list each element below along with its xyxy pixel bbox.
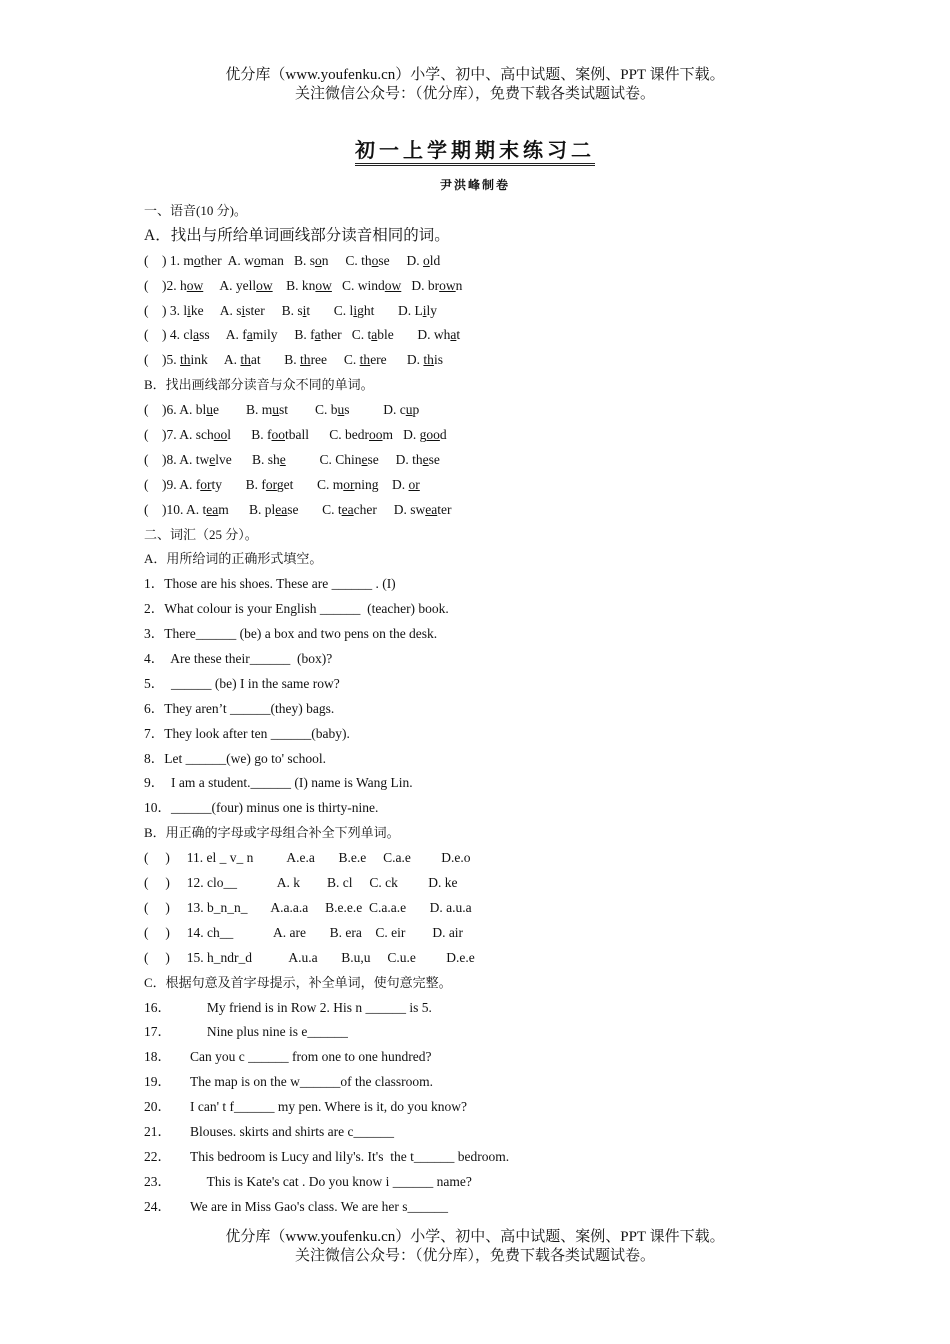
- question-item: [144, 448, 864, 473]
- question-item: 4． Are these their______ (box)?: [144, 651, 333, 667]
- footer-line-2: 关注微信公众号：（优分库），免费下载各类试题试卷。: [294, 1248, 655, 1264]
- question-text: ( ) 3. l: [144, 302, 188, 318]
- section-2b-items: [144, 846, 864, 970]
- underlined-letters: a: [193, 327, 200, 343]
- question-text: ere D.: [370, 352, 424, 368]
- underlined-letters: ea: [206, 501, 219, 517]
- underlined-letters: i: [187, 302, 191, 318]
- question-text: l B. f: [227, 427, 272, 443]
- question-number: 23．: [144, 1173, 171, 1189]
- underlined-letters: or: [200, 476, 212, 492]
- question-text: We are in Miss Gao's class. We are her s______: [190, 1198, 448, 1214]
- question-text: m B. pl: [218, 501, 276, 517]
- question-text: t C. l: [306, 302, 354, 318]
- underlined-letters: a: [246, 327, 253, 343]
- underlined-letters: th: [359, 352, 371, 368]
- underlined-letters: ea: [341, 501, 354, 517]
- underlined-letters: u: [405, 402, 413, 418]
- underlined-letters: i: [241, 302, 246, 318]
- page-footer: [0, 1228, 950, 1266]
- question-text: d: [439, 427, 447, 443]
- question-item: [144, 1195, 864, 1220]
- question-text: ble D. wh: [377, 327, 451, 343]
- question-item: [144, 274, 864, 299]
- question-text: ther A. w: [200, 252, 254, 268]
- question-item: 9． I am a student.______ (I) name is Wang Lin.: [144, 775, 413, 791]
- underlined-letters: th: [240, 352, 251, 368]
- question-number: 20．: [144, 1099, 171, 1115]
- question-text: tball C. bedr: [285, 427, 370, 443]
- question-text: st C. b: [279, 402, 338, 418]
- question-text: se C. t: [287, 501, 342, 517]
- underlined-letters: u: [272, 402, 279, 418]
- question-item: [144, 398, 864, 423]
- underlined-letters: a: [371, 327, 378, 343]
- question-item: [144, 1045, 864, 1070]
- question-text: A. yell: [203, 277, 257, 293]
- question-item: 6．They aren’t ______(they) bags.: [144, 700, 335, 716]
- footer-line-1: 优分库（www.youfenku.cn）小学、初中、高中试题、案例、PPT 课件下载。: [225, 1229, 725, 1245]
- question-text: D. br: [401, 277, 440, 293]
- question-text: ( )10. A. t: [144, 501, 207, 517]
- question-item: 2．What colour is your English ______ (teacher) book.: [144, 601, 449, 617]
- question-text: lve B. sh: [215, 451, 280, 467]
- question-text: ( )6. A. bl: [144, 402, 207, 418]
- question-text: C. Chin: [285, 451, 362, 467]
- underlined-letters: th: [423, 352, 434, 368]
- section-2a-heading: A．用所给词的正确形式填空。: [144, 551, 323, 567]
- question-item: [144, 1145, 864, 1170]
- question-item: 7．They look after ten ______(baby).: [144, 725, 350, 741]
- underlined-letters: oo: [213, 427, 228, 443]
- question-item: [144, 323, 864, 348]
- page-title-text: 初一上学期期末练习二: [355, 138, 595, 166]
- question-item: [144, 1095, 864, 1120]
- question-item: [144, 498, 864, 523]
- question-text: s D. c: [344, 402, 406, 418]
- section-1b-heading: B．找出画线部分读音与众不同的单词。: [144, 377, 374, 393]
- underlined-letters: ea: [425, 501, 438, 517]
- section-2a-items: [144, 572, 864, 821]
- header-line-2: 关注微信公众号：（优分库），免费下载各类试题试卷。: [294, 86, 655, 102]
- section-2b-heading: B．用正确的字母或字母组合补全下列单词。: [144, 825, 400, 841]
- question-text: ke A. s: [190, 302, 242, 318]
- question-text: ter: [437, 501, 452, 517]
- question-item: [144, 473, 864, 498]
- question-item: [144, 348, 864, 373]
- question-text: I can' t f______ my pen. Where is it, do you know?: [190, 1099, 468, 1115]
- question-text: m D. g: [382, 427, 427, 443]
- question-item: ( ) 15. h_ndr_d A.u.a B.u,u C.u.e D.e.e: [144, 949, 475, 965]
- question-text: ld: [429, 252, 441, 268]
- underlined-letters: ea: [275, 501, 288, 517]
- question-item: [144, 249, 864, 274]
- question-number: 19．: [144, 1074, 171, 1090]
- question-text: My friend is in Row 2. His n ______ is 5.: [190, 999, 432, 1015]
- underlined-letters: o: [193, 252, 201, 268]
- section-2c-items: [144, 996, 864, 1220]
- author-line: 尹洪峰制卷: [439, 178, 510, 192]
- underlined-letters: e: [361, 451, 368, 467]
- underlined-letters: a: [450, 327, 457, 343]
- underlined-letters: ow: [384, 277, 402, 293]
- question-text: This is Kate's cat . Do you know i ______ name?: [190, 1173, 472, 1189]
- question-item: [144, 423, 864, 448]
- underlined-letters: i: [302, 302, 307, 318]
- page-header: [0, 66, 950, 104]
- question-item: ( ) 12. clo__ A. k B. cl C. ck D. ke: [144, 875, 458, 891]
- underlined-letters: e: [209, 451, 216, 467]
- underlined-letters: or: [265, 476, 277, 492]
- question-text: ( )9. A. f: [144, 476, 201, 492]
- question-number: 18．: [144, 1049, 171, 1065]
- question-text: get C. m: [276, 476, 344, 492]
- page-title: [0, 134, 950, 163]
- question-item: ( ) 14. ch__ A. are B. era C. eir D. air: [144, 924, 464, 940]
- question-text: B. kn: [272, 277, 316, 293]
- underlined-letters: oo: [426, 427, 440, 443]
- question-text: ( )7. A. sch: [144, 427, 214, 443]
- underlined-letters: oo: [271, 427, 286, 443]
- section-2-heading: 二、词汇（25 分）。: [144, 526, 258, 542]
- question-number: 22．: [144, 1148, 171, 1164]
- question-text: se: [428, 451, 440, 467]
- underlined-letters: o: [423, 252, 430, 268]
- question-text: ree C.: [310, 352, 360, 368]
- question-item: [144, 996, 864, 1021]
- question-text: ght D. L: [357, 302, 423, 318]
- question-text: Blouses. skirts and shirts are c______: [190, 1123, 394, 1139]
- underlined-letters: a: [314, 327, 321, 343]
- question-number: 16．: [144, 999, 171, 1015]
- underlined-letters: o: [253, 252, 261, 268]
- question-item: [144, 1170, 864, 1195]
- question-text: e B. m: [213, 402, 273, 418]
- question-text: ( ) 1. m: [144, 252, 194, 268]
- question-text: n C. th: [321, 252, 372, 268]
- question-text: This bedroom is Lucy and lily's. It's the t______ bedroom.: [190, 1148, 510, 1164]
- question-text: se D. th: [367, 451, 423, 467]
- question-item: ( ) 13. b_n_n_ A.a.a.a B.e.e.e C.a.a.e D. a.u.a: [144, 899, 472, 915]
- underlined-letters: o: [315, 252, 322, 268]
- header-line-1: 优分库（www.youfenku.cn）小学、初中、高中试题、案例、PPT 课件下载。: [225, 67, 725, 83]
- question-text: ster B. s: [245, 302, 303, 318]
- underlined-letters: th: [180, 352, 191, 368]
- question-text: cher D. sw: [353, 501, 426, 517]
- question-item: 1．Those are his shoes. These are ______ . (I): [144, 576, 396, 592]
- question-text: ( ) 4. cl: [144, 327, 194, 343]
- underlined-letters: ow: [315, 277, 332, 293]
- question-item: 3．There______ (be) a box and two pens on the desk.: [144, 626, 438, 642]
- question-item: 10．______(four) minus one is thirty-nine.: [144, 800, 379, 816]
- question-text: mily B. f: [252, 327, 315, 343]
- question-text: Nine plus nine is e______: [190, 1024, 348, 1040]
- question-number: 21．: [144, 1123, 171, 1139]
- underlined-letters: i: [353, 302, 358, 318]
- underlined-letters: or: [408, 476, 420, 492]
- underlined-letters: u: [337, 402, 345, 418]
- section-1b-items: [144, 398, 864, 522]
- section-1-heading: 一、语音(10 分)。: [144, 203, 247, 218]
- underlined-letters: u: [206, 402, 213, 418]
- underlined-letters: e: [422, 451, 429, 467]
- question-text: ( )2. h: [144, 277, 187, 293]
- question-text: p: [412, 402, 420, 418]
- question-text: at B.: [250, 352, 301, 368]
- question-number: 17．: [144, 1024, 171, 1040]
- question-text: ly: [426, 302, 437, 318]
- question-item: 8．Let ______(we) go to' school.: [144, 750, 327, 766]
- underlined-letters: o: [371, 252, 379, 268]
- question-text: n: [455, 277, 463, 293]
- question-text: se D.: [378, 252, 424, 268]
- underlined-letters: ow: [186, 277, 204, 293]
- question-text: man B. s: [260, 252, 316, 268]
- question-text: is: [433, 352, 443, 368]
- section-2c-heading: C．根据句意及首字母提示，补全单词，使句意完整。: [144, 974, 452, 990]
- question-text: ( )5.: [144, 352, 180, 368]
- question-text: ss A. f: [199, 327, 247, 343]
- underlined-letters: ow: [439, 277, 456, 293]
- question-text: The map is on the w______of the classroom.: [190, 1074, 433, 1090]
- question-text: ther C. t: [320, 327, 372, 343]
- underlined-letters: oo: [369, 427, 383, 443]
- question-text: ty B. f: [211, 476, 266, 492]
- underlined-letters: or: [343, 476, 355, 492]
- question-item: [144, 1070, 864, 1095]
- exam-content: [144, 199, 864, 1220]
- question-text: t: [456, 327, 461, 343]
- question-text: ning D.: [354, 476, 409, 492]
- section-1a-items: [144, 249, 864, 373]
- question-item: 5． ______ (be) I in the same row?: [144, 675, 340, 691]
- underlined-letters: i: [422, 302, 427, 318]
- underlined-letters: th: [300, 352, 311, 368]
- section-1a-heading: A．找出与所给单词画线部分读音相同的词。: [144, 226, 450, 244]
- question-item: [144, 1020, 864, 1045]
- question-text: ink A.: [190, 352, 241, 368]
- question-item: [144, 299, 864, 324]
- question-item: [144, 1120, 864, 1145]
- underlined-letters: e: [279, 451, 286, 467]
- question-text: Can you c ______ from one to one hundred?: [190, 1049, 432, 1065]
- underlined-letters: ow: [256, 277, 273, 293]
- question-text: C. wind: [331, 277, 385, 293]
- question-text: ( )8. A. tw: [144, 451, 210, 467]
- question-item: ( ) 11. el _ v_ n A.e.a B.e.e C.a.e D.e.o: [144, 850, 471, 866]
- question-number: 24．: [144, 1198, 171, 1214]
